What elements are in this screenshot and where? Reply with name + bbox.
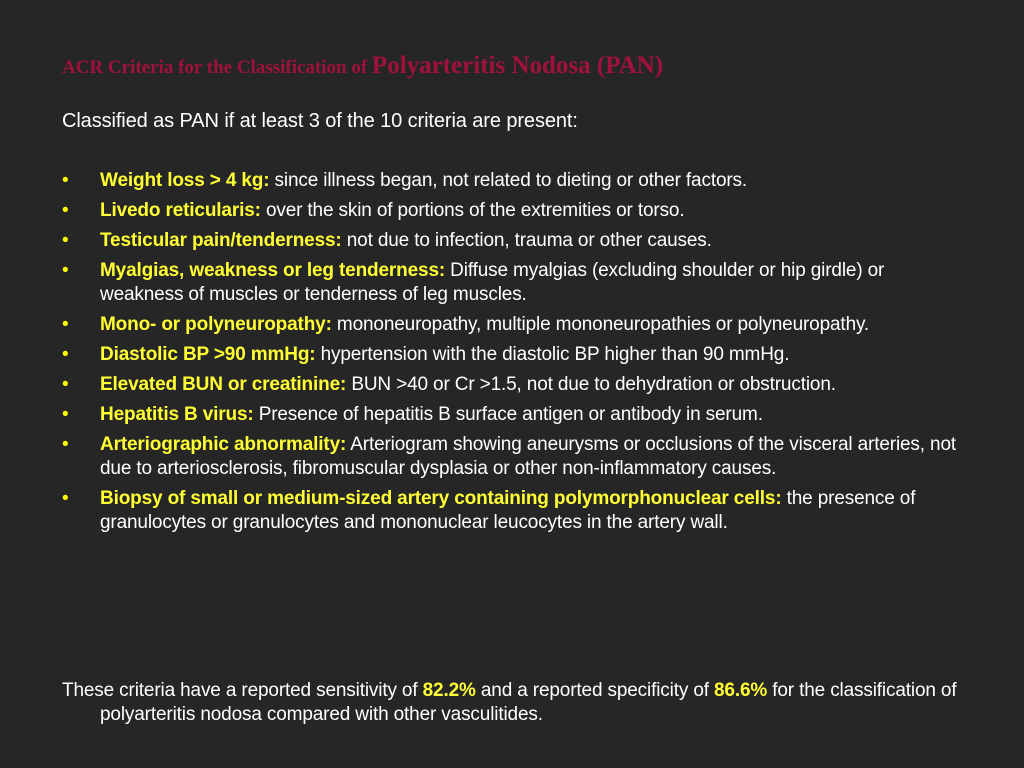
criterion-description: since illness began, not related to dieting or other factors. xyxy=(269,170,748,191)
criterion-description: Presence of hepatitis B surface antigen or antibody in serum. xyxy=(253,404,763,425)
bullet-icon: • xyxy=(62,344,69,365)
intro-text: Classified as PAN if at least 3 of the 10 criteria are present: xyxy=(62,110,578,132)
criterion-description: hypertension with the diastolic BP higher than 90 mmHg. xyxy=(315,344,790,365)
footer-text-2: and a reported specificity of xyxy=(475,680,714,701)
slide-title xyxy=(62,52,1002,80)
bullet-icon: • xyxy=(62,170,69,191)
bullet-icon: • xyxy=(62,230,69,251)
criteria-list xyxy=(62,169,962,541)
criterion-item xyxy=(62,403,962,427)
footer-text-1: These criteria have a reported sensitivity of xyxy=(62,680,423,701)
bullet-icon: • xyxy=(62,488,69,509)
criterion-description: Diffuse myalgias (excluding shoulder or hip girdle) or weakness of muscles or tenderness of leg muscles. xyxy=(100,260,885,305)
criterion-term: Elevated BUN or creatinine: xyxy=(100,374,347,395)
criterion-description: BUN >40 or Cr >1.5, not due to dehydration or obstruction. xyxy=(346,374,836,395)
criterion-term: Testicular pain/tenderness: xyxy=(100,230,342,251)
specificity-value: 86.6% xyxy=(714,680,768,701)
criterion-item xyxy=(62,433,962,481)
title-prefix: ACR Criteria for the Classification of xyxy=(62,57,372,78)
sensitivity-value: 82.2% xyxy=(422,680,476,701)
criterion-term: Weight loss > 4 kg: xyxy=(100,170,270,191)
criterion-item xyxy=(62,169,962,193)
criterion-item xyxy=(62,373,962,397)
bullet-icon: • xyxy=(62,200,69,221)
criterion-term: Biopsy of small or medium-sized artery containing polymorphonuclear cells: xyxy=(100,488,782,509)
criterion-item xyxy=(62,259,962,307)
criterion-item xyxy=(62,199,962,223)
criterion-item xyxy=(62,343,962,367)
criterion-term: Arteriographic abnormality: xyxy=(100,434,347,455)
criterion-term: Diastolic BP >90 mmHg: xyxy=(100,344,316,365)
criterion-term: Hepatitis B virus: xyxy=(100,404,254,425)
criterion-description: mononeuropathy, multiple mononeuropathies or polyneuropathy. xyxy=(331,314,870,335)
criterion-description: the presence of granulocytes or granulocytes and mononuclear leucocytes in the artery wall. xyxy=(100,488,916,533)
title-disease: Polyarteritis Nodosa (PAN) xyxy=(371,52,664,79)
footer-text-3: for the classification of polyarteritis nodosa compared with other vasculitides. xyxy=(100,680,957,725)
criterion-term: Livedo reticularis: xyxy=(100,200,261,221)
criterion-item xyxy=(62,229,962,253)
criterion-item xyxy=(62,487,962,535)
criterion-item xyxy=(62,313,962,337)
bullet-icon: • xyxy=(62,260,69,281)
criterion-description: Arteriogram showing aneurysms or occlusions of the visceral arteries, not due to arteriosclerosis, fibromuscular dysplasia or other non-inflammatory causes. xyxy=(100,434,957,479)
footer-summary xyxy=(62,679,1000,727)
criterion-term: Mono- or polyneuropathy: xyxy=(100,314,332,335)
criterion-description: not due to infection, trauma or other causes. xyxy=(341,230,712,251)
bullet-icon: • xyxy=(62,404,69,425)
bullet-icon: • xyxy=(62,314,69,335)
criterion-term: Myalgias, weakness or leg tenderness: xyxy=(100,260,446,281)
bullet-icon: • xyxy=(62,374,69,395)
criterion-description: over the skin of portions of the extremities or torso. xyxy=(260,200,685,221)
bullet-icon: • xyxy=(62,434,69,455)
